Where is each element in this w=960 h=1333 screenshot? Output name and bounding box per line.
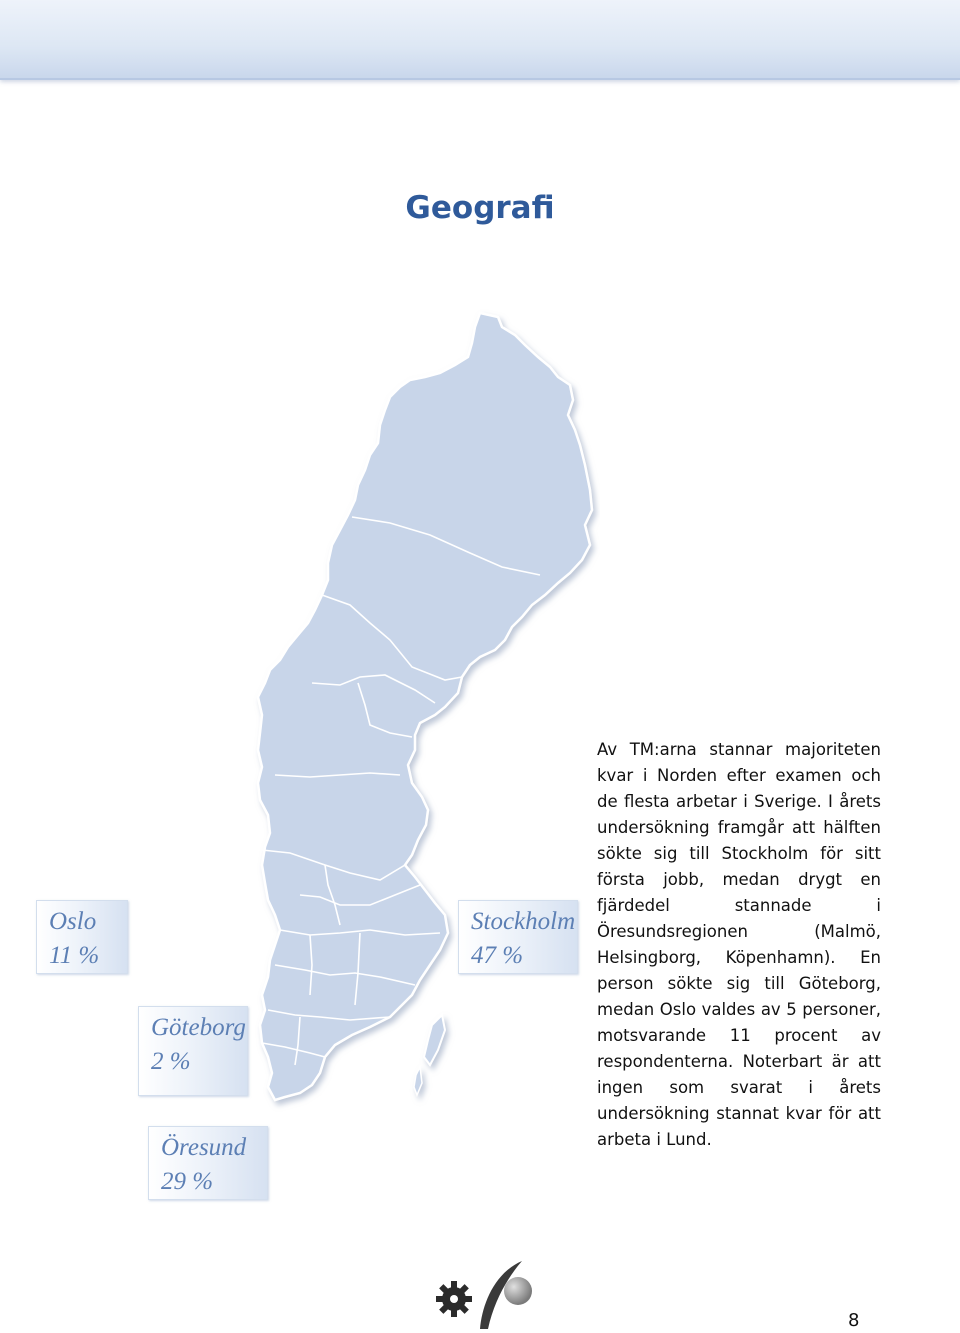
city-name: Oslo xyxy=(49,908,97,935)
city-percent: 2 % xyxy=(151,1048,191,1075)
city-percent: 47 % xyxy=(471,942,524,969)
city-percent: 11 % xyxy=(49,942,100,969)
city-box-stockholm xyxy=(458,900,578,974)
gotland-island xyxy=(424,1015,445,1065)
city-box-oresund xyxy=(148,1126,268,1200)
city-percent: 29 % xyxy=(161,1168,214,1195)
header-band xyxy=(0,0,960,80)
sweden-outline xyxy=(258,313,592,1100)
city-name: Stockholm xyxy=(471,908,576,935)
city-name: Göteborg xyxy=(151,1014,246,1041)
oland-island xyxy=(414,1067,422,1095)
body-paragraph: Av TM:arna stannar majoriteten kvar i Norden efter examen och de flesta arbetar i Sverige. I årets undersökning framgår att hälften sökte sig till Stockholm för sitt första jobb, medan drygt en fjärdedel stannade i Öresundsregionen (Malmö, Helsingborg, Köpenhamn). En person sökte sig till Göteborg, medan Oslo valdes av 5 personer, motsvarande 11 procent av respondenterna. Noterbart är att ingen som svarat i årets undersökning stannat kvar för att arbeta i Lund. xyxy=(597,740,881,1149)
sweden-map xyxy=(240,305,600,1185)
logo-icon xyxy=(432,1255,542,1333)
city-box-oslo xyxy=(36,900,128,974)
page-number: 8 xyxy=(848,1310,860,1331)
city-name: Öresund xyxy=(161,1134,247,1161)
city-box-goteborg xyxy=(138,1006,248,1096)
page-title: Geografi xyxy=(405,190,555,226)
